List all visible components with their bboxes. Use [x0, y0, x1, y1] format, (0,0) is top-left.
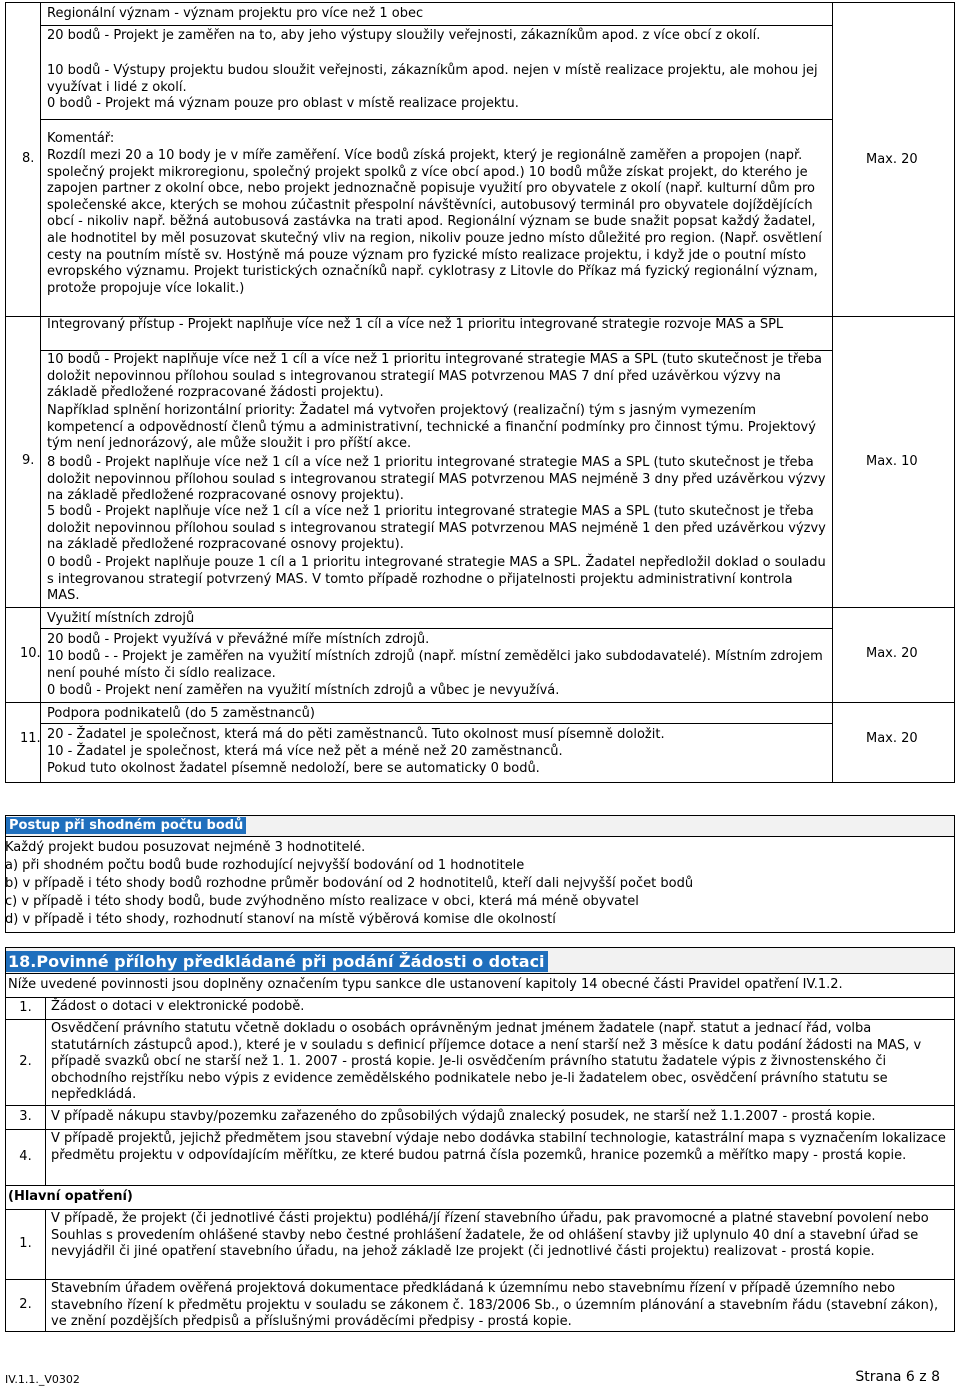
tie-procedure-title: Postup při shodném počtu bodů: [6, 817, 246, 834]
attachment-text: Žádost o dotaci v elektronické podobě.: [51, 999, 305, 1014]
main-measure-row: [5, 1186, 955, 1210]
criterion-number: 11.: [20, 731, 41, 746]
criterion-number: 10.: [20, 646, 41, 661]
criterion-line: 5 bodů - Projekt naplňuje více než 1 cíl a více než 1 prioritu integrované strategie MAS a SPL (tuto skutečnost je třeba doložit nepovinnou přílohou soulad s integrovanou strategií MAS potvrzenou MAS nejméně 1 den před uzávěrkou výzvy na základě předložené rozpracované osnovy projektu).: [47, 504, 826, 553]
criterion-heading: Integrovaný přístup - Projekt naplňuje více než 1 cíl a více než 1 prioritu integrované strategie rozvoje MAS a SPL: [47, 317, 784, 332]
attachment-text: Stavebním úřadem ověřená projektová dokumentace předkládaná k územnímu nebo stavebnímu řízení v případě územního nebo stavebního řízení k předmětu projektu v souladu se zákonem č. 183/2006 Sb., o územním plánování a stavebním řádu (stavební zákon), ve znění pozdějších předpisů a příslušnými prováděcími předpisy - prostá kopie.: [51, 1281, 939, 1330]
tie-procedure-header: [5, 815, 955, 837]
criterion-max: Max. 20: [866, 731, 918, 746]
criterion-max: Max. 20: [866, 646, 918, 661]
criterion-line: 20 bodů - Projekt je zaměřen na to, aby jeho výstupy sloužily veřejnosti, zákazníkům apod. z více obcí z okolí.: [47, 28, 761, 43]
attachment-text: V případě projektů, jejichž předmětem jsou stavební výdaje nebo dodávka stabilní technologie, katastrální mapa s vyznačením lokalizace předmětu projektu v odpovídajícím měřítku, ze které budou patrná čísla pozemků, hranice pozemků a měřítko mapy - prostá kopie.: [51, 1131, 946, 1163]
attachment-row: [5, 1020, 955, 1106]
criterion-number: 9.: [22, 453, 35, 468]
attachment-number: 1.: [6, 998, 46, 1019]
criterion-line: 20 - Žadatel je společnost, která má do pěti zaměstnanců. Tuto okolnost musí písemně doložit.: [47, 727, 665, 742]
tie-line: a) při shodném počtu bodů bude rozhodující nejvyšší bodování od 1 hodnotitele: [5, 858, 525, 873]
criterion-line: 8 bodů - Projekt naplňuje více než 1 cíl a více než 1 prioritu integrované strategie MAS a SPL (tuto skutečnost je třeba doložit nepovinnou přílohou soulad s integrovanou strategií MAS potvrzenou MAS nejméně 3 dny před uzávěrkou výzvy na základě předložené rozpracované osnovy projektu).: [47, 455, 826, 504]
attachment-row: [5, 1280, 955, 1332]
criterion-line: 0 bodů - Projekt není zaměřen na využití místních zdrojů a vůbec je nevyužívá.: [47, 683, 560, 698]
criterion-line: 10 bodů - Projekt naplňuje více než 1 cíl a více než 1 prioritu integrované strategie MAS a SPL (tuto skutečnost je třeba doložit nepovinnou přílohou soulad s integrovanou strategií MAS potvrzenou MAS 7 dní před uzávěrkou výzvy na základě předložené rozpracované žádosti projektu).: [47, 352, 823, 401]
attachments-header: [5, 947, 955, 974]
tie-line: d) v případě i této shody, rozhodnutí stanoví na místě výběrová komise dle okolností: [5, 912, 556, 927]
main-measure-heading: (Hlavní opatření): [8, 1189, 133, 1204]
comment-label: Komentář:: [47, 131, 115, 146]
criterion-line: 10 bodů - Výstupy projektu budou sloužit veřejnosti, zákazníkům apod. nejen v místě realizace projektu, ale mohou jej využívat i lidé z okolí.: [47, 63, 818, 95]
tie-line: c) v případě i této shody bodů, bude zvýhodněno místo realizace v obci, která má méně obyvatel: [5, 894, 639, 909]
criterion-line: 20 bodů - Projekt využívá v převážné míře místních zdrojů.: [47, 632, 430, 647]
attachment-row: [5, 998, 955, 1020]
row-divider: [5, 702, 955, 703]
attachment-number: 2.: [6, 1020, 46, 1105]
heading-divider: [40, 628, 832, 629]
attachments-intro-row: [5, 974, 955, 998]
criterion-heading: Využití místních zdrojů: [47, 611, 195, 626]
attachment-number: 1.: [6, 1210, 46, 1279]
criterion-heading: Regionální význam - význam projektu pro více než 1 obec: [47, 6, 424, 21]
comment-text: Rozdíl mezi 20 a 10 body je v míře zaměření. Více bodů získá projekt, který je regionálně zaměřen a propojen (např. společný projekt mikroregionu, společný projekt spolků z více obcí apod.) 10 bodů může získat projekt, do kterého je zapojen partner z okolní obce, nebo projekt jednoznačně popisuje využití pro obyvatele z okolí (např. kulturní dům pro společenské akce, kterých se mohou zúčastnit přespolní návštěvníci, autobusový terminál pro obyvatele dojíždějících obcí - nikoliv např. běžná autobusová zastávka na trati apod. Regionální význam se bude snažit popsat každý žadatel, ale hodnotitel by měl posuzovat skutečný vliv na region, nikoliv pouze jedno místo důležité pro region. (Např. osvětlení cesty na poutním místě sv. Hostýně má pouze význam pro fyzické místo realizace projektu, i když jde o poutní místo evropského významu. Projekt turistických označníků např. cyklotrasy z Litovle do Příkaz má fyzický regionální význam, protože propojuje více lokalit.): [47, 148, 822, 296]
heading-divider: [40, 723, 832, 724]
attachment-number: 2.: [6, 1280, 46, 1331]
attachment-text: V případě nákupu stavby/pozemku zařazeného do způsobilých výdajů znalecký posudek, ne starší než 1.1.2007 - prostá kopie.: [51, 1109, 876, 1124]
attachment-number: 4.: [6, 1130, 46, 1185]
tie-line: b) v případě i této shody bodů rozhodne průměr bodování od 2 hodnotitelů, kteří dali nejvyšší počet bodů: [5, 876, 694, 891]
criterion-heading: Podpora podnikatelů (do 5 zaměstnanců): [47, 706, 315, 721]
attachment-row: [5, 1210, 955, 1280]
criterion-line: Pokud tuto okolnost žadatel písemně nedoloží, bere se automaticky 0 bodů.: [47, 761, 540, 776]
heading-divider: [40, 350, 832, 351]
criterion-max: Max. 20: [866, 152, 918, 167]
attachment-number: 3.: [6, 1106, 46, 1129]
criterion-line: 0 bodů - Projekt naplňuje pouze 1 cíl a 1 prioritu integrované strategie MAS a SPL. Žadatel nepředložil doklad o souladu s integrovanou strategií potvrzený MAS. V tomto případě rozhodne o přijatelnosti projektu administrativní kontrola MAS.: [47, 555, 826, 604]
attachments-intro: Níže uvedené povinnosti jsou doplněny označením typu sankce dle ustanovení kapitoly 14 obecné části Pravidel opatření IV.1.2.: [8, 977, 843, 992]
max-column-divider: [832, 2, 833, 783]
criterion-max: Max. 10: [866, 454, 918, 469]
tie-line: Každý projekt budou posuzovat nejméně 3 hodnotitelé.: [5, 840, 366, 855]
page-number: Strana 6 z 8: [855, 1369, 940, 1385]
criterion-line: 0 bodů - Projekt má význam pouze pro oblast v místě realizace projektu.: [47, 96, 519, 111]
document-code: IV.1.1._V0302: [5, 1373, 80, 1386]
criterion-number: 8.: [22, 151, 35, 166]
criterion-line: Například splnění horizontální priority: Žadatel má vytvořen projektový (realizační) tým s jasným vymezením kompetencí a odpovědností členů týmu a administrativní, technické a finanční podmínky pro činnost týmu. Projektový tým není jednorázový, ale může sloužit i pro příští akce.: [47, 403, 816, 452]
attachment-row: [5, 1130, 955, 1186]
criterion-line: 10 bodů - - Projekt je zaměřen na využití místních zdrojů (např. místní zemědělci jako subdodavatelé). Místním zdrojem není pouhé místo či sídlo realizace.: [47, 649, 823, 681]
criterion-line: 10 - Žadatel je společnost, která má více než pět a méně než 20 zaměstnanců.: [47, 744, 563, 759]
attachment-row: [5, 1106, 955, 1130]
row-divider: [5, 607, 955, 608]
attachment-text: V případě, že projekt (či jednotlivé části projektu) podléhá/jí řízení stavebního úřadu, pak pravomocné a platné stavební povolení nebo Souhlas s provedením ohlášené stavby nebo čestné prohlášení žadatele, že od ohlášení stavby již uplynulo 40 dní a stavební úřad se nevyjádřil či jiné opatření stavebního úřadu, na jehož základě lze projekt (či jednotlivé části projektu) realizovat - prostá kopie.: [51, 1211, 929, 1260]
attachments-title: 18.Povinné přílohy předkládané při podání Žádosti o dotaci: [6, 951, 548, 972]
attachment-text: Osvědčení právního statutu včetně dokladu o osobách oprávněným jednat jménem žadatele (např. statut a jednací řád, volba statutárních zástupců apod.), které je v souladu s definicí příjemce dotace a není starší než 3 měsíce k datu podání žádosti na MAS, v případě svazků obcí ne starší než 1. 1. 2007 - prostá kopie. Je-li osvědčením právního statutu žadatele výpis z živnostenského či obchodního rejstříku nebo výpis z evidence zemědělského podnikatele nebo je-li žadatelem obec, osvědčení právního statutu se nepředkládá.: [51, 1021, 922, 1103]
